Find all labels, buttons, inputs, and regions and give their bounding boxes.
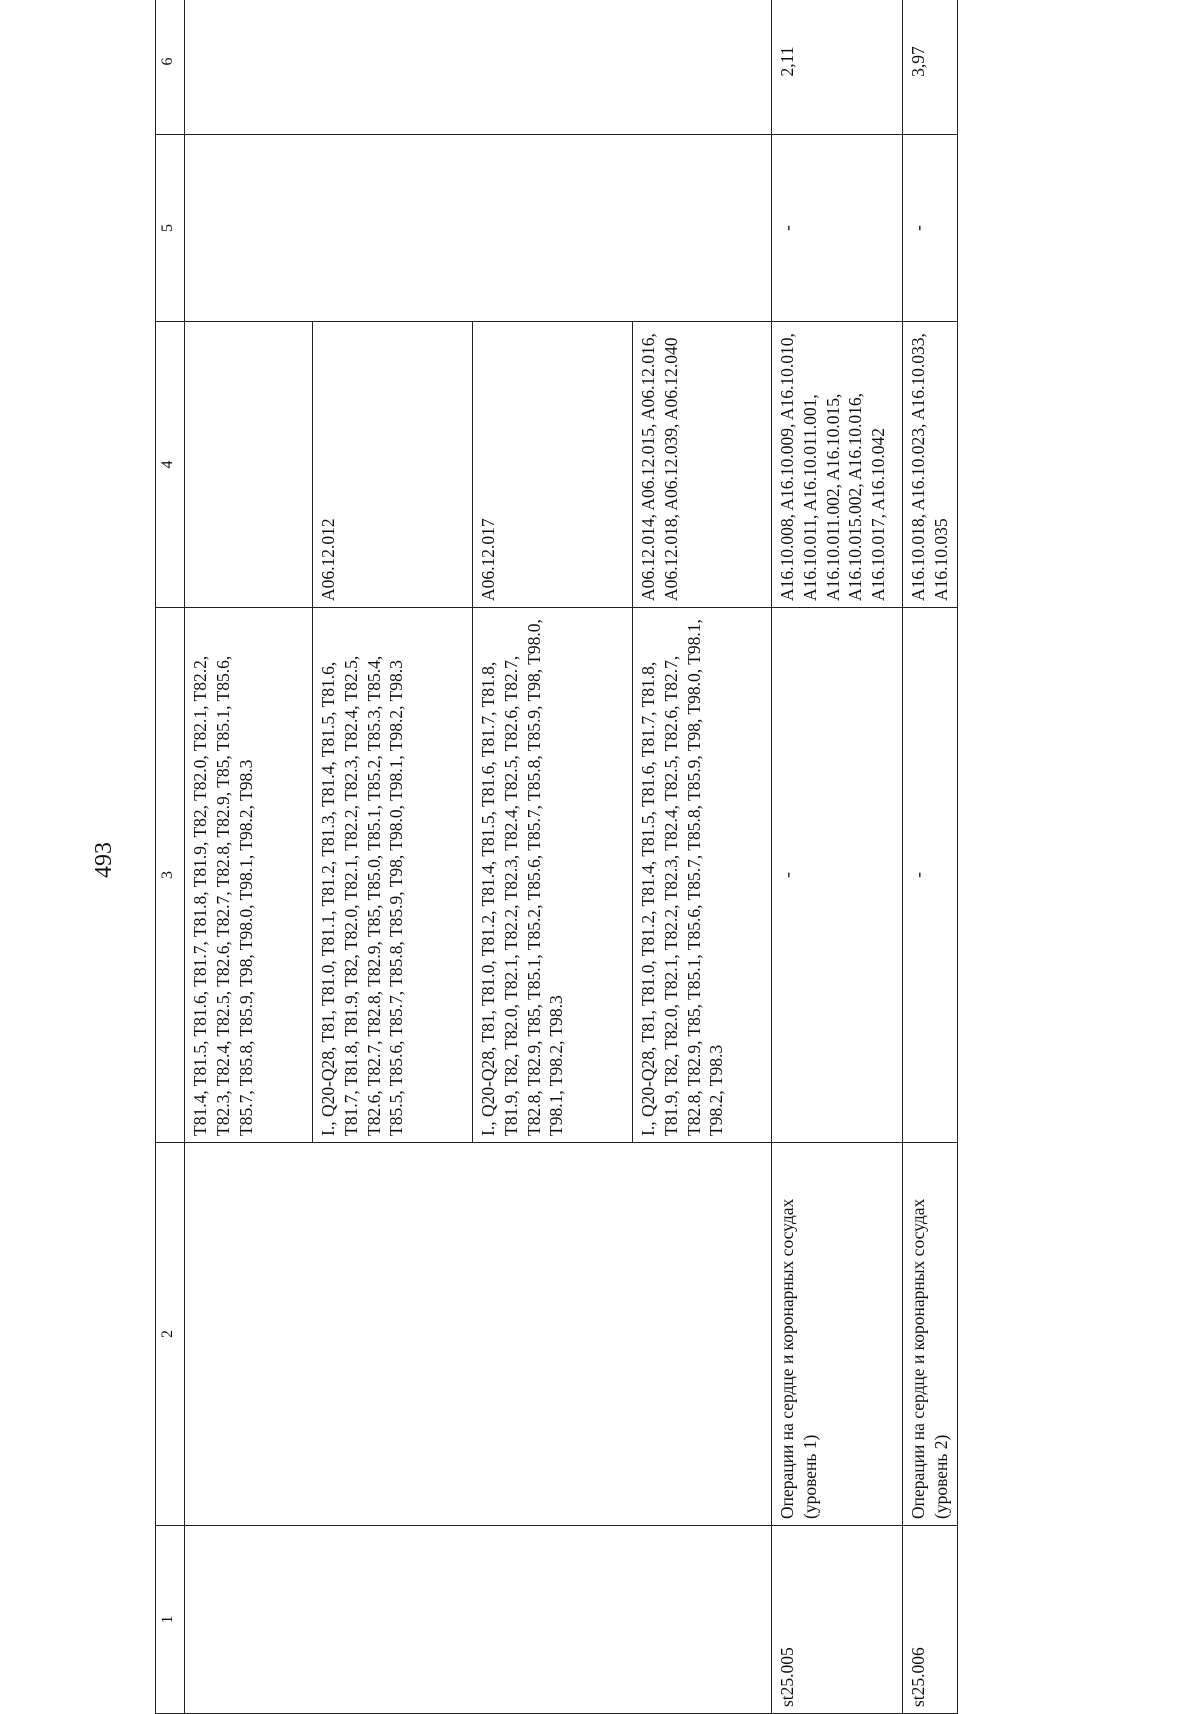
coefficient-cell: 3,97 [903,0,958,135]
diagnosis-codes-cell: - [772,608,903,1143]
cell-group-empty-col6 [185,0,772,135]
page-number: 493 [90,842,117,878]
service-codes-cell: A06.12.012 [313,322,473,608]
col-number-3: 3 [156,608,185,1143]
tariff-table [155,0,958,1714]
diagnosis-codes-cell: I., Q20-Q28, T81, T81.0, T81.1, T81.2, T81.3, T81.4, T81.5, T81.6, T81.7, T81.8, T81.9, T82, T82.0, T82.1, T82.2, T82.3, T82.4, T82.5, T82.6, T82.7, T82.8, T82.9, T85, T85.0, T85.1, T85.2, T85.3, T85.4, T85.5, T85.6, T85.7, T85.8, T85.9, T98, T98.0, T98.1, T98.2, T98.3 [313,608,473,1143]
table-row [903,0,958,1714]
header-row [156,0,185,1714]
diagnosis-codes-cell: I., Q20-Q28, T81, T81.0, T81.2, T81.4, T81.5, T81.6, T81.7, T81.8, T81.9, T82, T82.0, T82.1, T82.2, T82.3, T82.4, T82.5, T82.6, T82.7, T82.8, T82.9, T85, T85.1, T85.6, T85.7, T85.8, T85.9, T98, T98.0, T98.1, T98.2, T98.3 [633,608,772,1143]
extra-criteria-cell: - [903,135,958,322]
diagnosis-codes-cell: T81.4, T81.5, T81.6, T81.7, T81.8, T81.9, T82, T82.0, T82.1, T82.2, T82.3, T82.4, T82.5, T82.6, T82.7, T82.8, T82.9, T85, T85.1, T85.6, T85.7, T85.8, T85.9, T98, T98.0, T98.1, T98.2, T98.3 [185,608,313,1143]
col-number-2: 2 [156,1143,185,1526]
table-row [185,0,313,1714]
service-codes-cell: A06.12.017 [473,322,633,608]
cell-group-empty-col1 [185,1526,772,1714]
service-codes-cell: A16.10.008, A16.10.009, A16.10.010, A16.10.011, A16.10.011.001, A16.10.011.002, A16.10.015, A16.10.015.002, A16.10.016, A16.10.017, A16.10.042 [772,322,903,608]
code-cell: st25.006 [903,1526,958,1714]
name-cell: Операции на сердце и коронарных сосудах (уровень 1) [772,1143,903,1526]
table-row [772,0,903,1714]
diagnosis-codes-cell: - [903,608,958,1143]
extra-criteria-cell: - [772,135,903,322]
name-cell: Операции на сердце и коронарных сосудах (уровень 2) [903,1143,958,1526]
col-number-5: 5 [156,135,185,322]
diagnosis-codes-cell: I., Q20-Q28, T81, T81.0, T81.2, T81.4, T81.5, T81.6, T81.7, T81.8, T81.9, T82, T82.0, T82.1, T82.2, T82.3, T82.4, T82.5, T82.6, T82.7, T82.8, T82.9, T85, T85.1, T85.2, T85.6, T85.7, T85.8, T85.9, T98, T98.0, T98.1, T98.2, T98.3 [473,608,633,1143]
service-codes-cell [185,322,313,608]
col-number-6: 6 [156,0,185,135]
col-number-4: 4 [156,322,185,608]
cell-group-empty-col5 [185,135,772,322]
col-number-1: 1 [156,1526,185,1714]
cell-group-empty-col2 [185,1143,772,1526]
service-codes-cell: A16.10.018, A16.10.023, A16.10.033, A16.10.035 [903,322,958,608]
coefficient-cell: 2,11 [772,0,903,135]
code-cell: st25.005 [772,1526,903,1714]
service-codes-cell: A06.12.014, A06.12.015, A06.12.016, A06.12.018, A06.12.039, A06.12.040 [633,322,772,608]
rotated-table-wrapper [155,0,1026,1714]
